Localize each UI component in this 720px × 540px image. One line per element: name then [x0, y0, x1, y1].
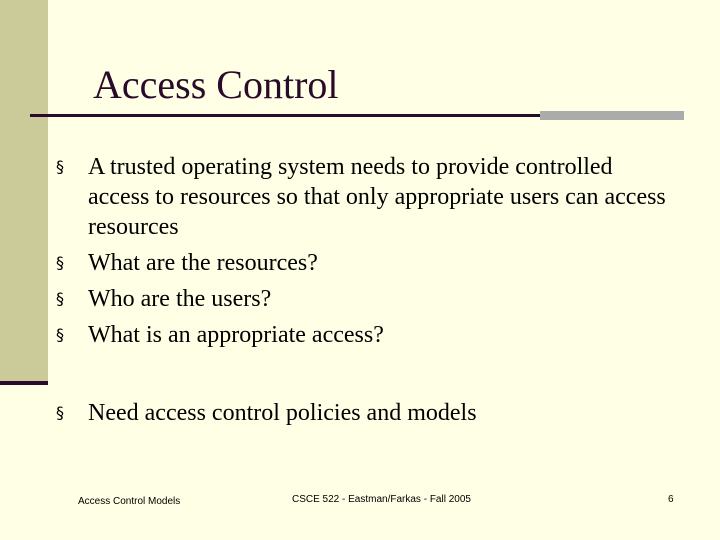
- bullet-list: [56, 152, 676, 426]
- bullet-text: Need access control policies and models: [88, 400, 477, 426]
- bullet-text: Who are the users?: [88, 286, 272, 312]
- bullet-marker-icon: §: [56, 403, 64, 422]
- left-bar-underline: [0, 381, 48, 385]
- bullet-text: What is an appropriate access?: [88, 322, 384, 348]
- left-decorative-bar: [0, 0, 48, 384]
- page-number: 6: [668, 494, 674, 505]
- bullet-marker-icon: §: [56, 289, 64, 308]
- slide-title: Access Control: [93, 62, 339, 107]
- footer-left-text: Access Control Models: [78, 496, 181, 507]
- bullet-marker-icon: §: [56, 253, 64, 272]
- bullet-item: [56, 248, 676, 278]
- title-divider-accent: [540, 111, 684, 120]
- bullet-marker-icon: §: [56, 157, 64, 176]
- bullet-item: [56, 398, 708, 428]
- bullet-text: A trusted operating system needs to provide controlled access to resources so that only appropriate users can access resources: [88, 154, 666, 240]
- bullet-text: What are the resources?: [88, 250, 318, 276]
- bullet-item: [56, 152, 676, 242]
- footer-center-text: CSCE 522 - Eastman/Farkas - Fall 2005: [292, 494, 471, 505]
- bullet-marker-icon: §: [56, 325, 64, 344]
- bullet-item: [56, 284, 676, 314]
- bullet-item: [56, 320, 676, 350]
